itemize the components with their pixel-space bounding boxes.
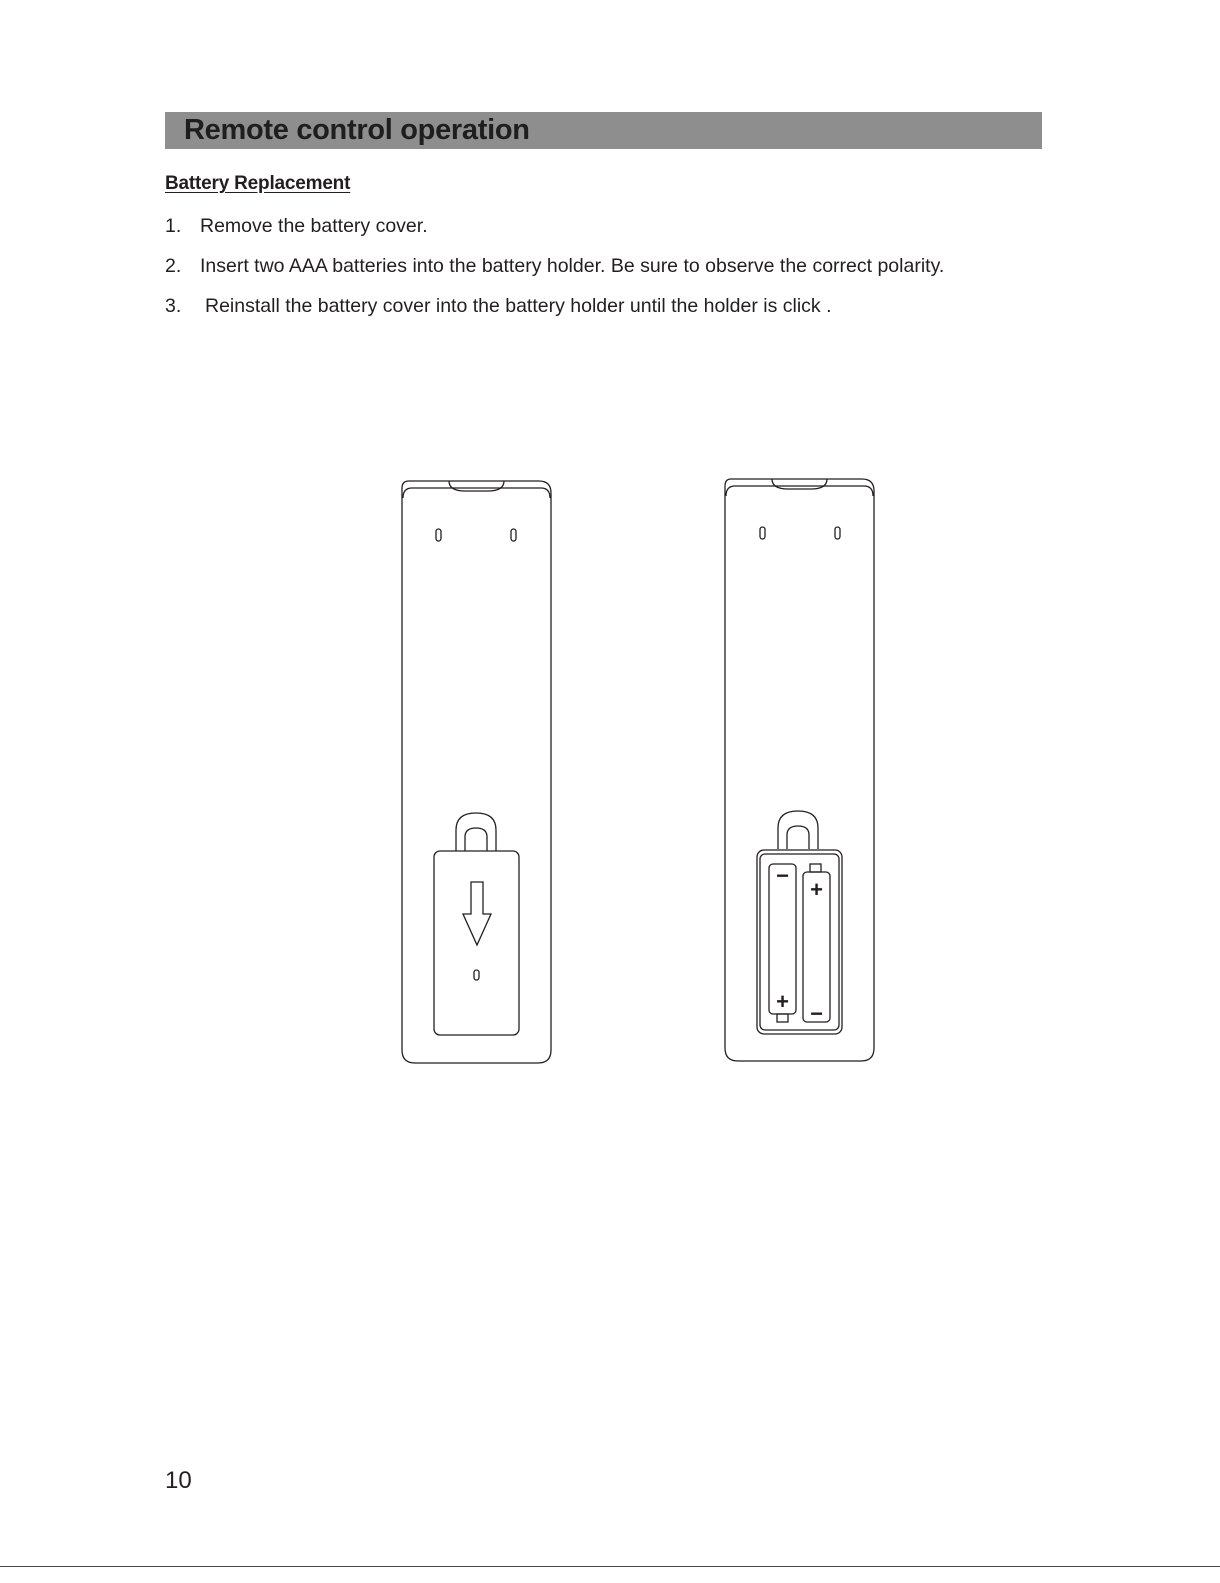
remote-body-outline xyxy=(725,479,874,1061)
battery-terminal xyxy=(810,864,821,872)
screw-hole xyxy=(511,529,516,541)
screw-hole xyxy=(474,970,479,980)
remote-body-outline xyxy=(402,481,551,1063)
step-number: 1. xyxy=(165,215,182,237)
lanyard-loop xyxy=(456,813,496,851)
step-text: Remove the battery cover. xyxy=(200,215,428,237)
remote-top-notch xyxy=(772,479,827,489)
remote-top-notch xyxy=(449,481,504,491)
page-title: Remote control operation xyxy=(184,114,530,146)
remote-cover-on xyxy=(402,481,551,1063)
battery-minus-mark: − xyxy=(776,863,789,888)
battery-compartment xyxy=(757,850,842,1034)
step-text: Insert two AAA batteries into the battery holder. Be sure to observe the correct polarity. xyxy=(200,255,945,277)
page-number: 10 xyxy=(165,1467,192,1494)
battery-plus-mark: + xyxy=(810,877,823,902)
remote-cover-off xyxy=(725,479,874,1061)
step-number: 2. xyxy=(165,255,182,277)
screw-hole xyxy=(760,527,765,539)
remote-top-edge xyxy=(726,486,873,496)
down-arrow-icon xyxy=(463,882,491,945)
screw-hole xyxy=(835,527,840,539)
lanyard-loop xyxy=(778,811,818,849)
section-heading: Battery Replacement xyxy=(165,173,351,194)
step-number: 3. xyxy=(165,295,182,317)
battery-plus-mark: + xyxy=(776,989,789,1014)
battery-compartment-inner xyxy=(760,854,839,1030)
remote-top-edge xyxy=(403,488,550,498)
footer-divider xyxy=(0,1566,1220,1567)
step-text: Reinstall the battery cover into the battery holder until the holder is click . xyxy=(205,295,832,317)
lanyard-loop-inner xyxy=(465,828,487,851)
battery-terminal xyxy=(777,1014,788,1022)
lanyard-loop-inner xyxy=(787,826,809,849)
screw-hole xyxy=(436,529,441,541)
battery-minus-mark: − xyxy=(810,1001,823,1026)
